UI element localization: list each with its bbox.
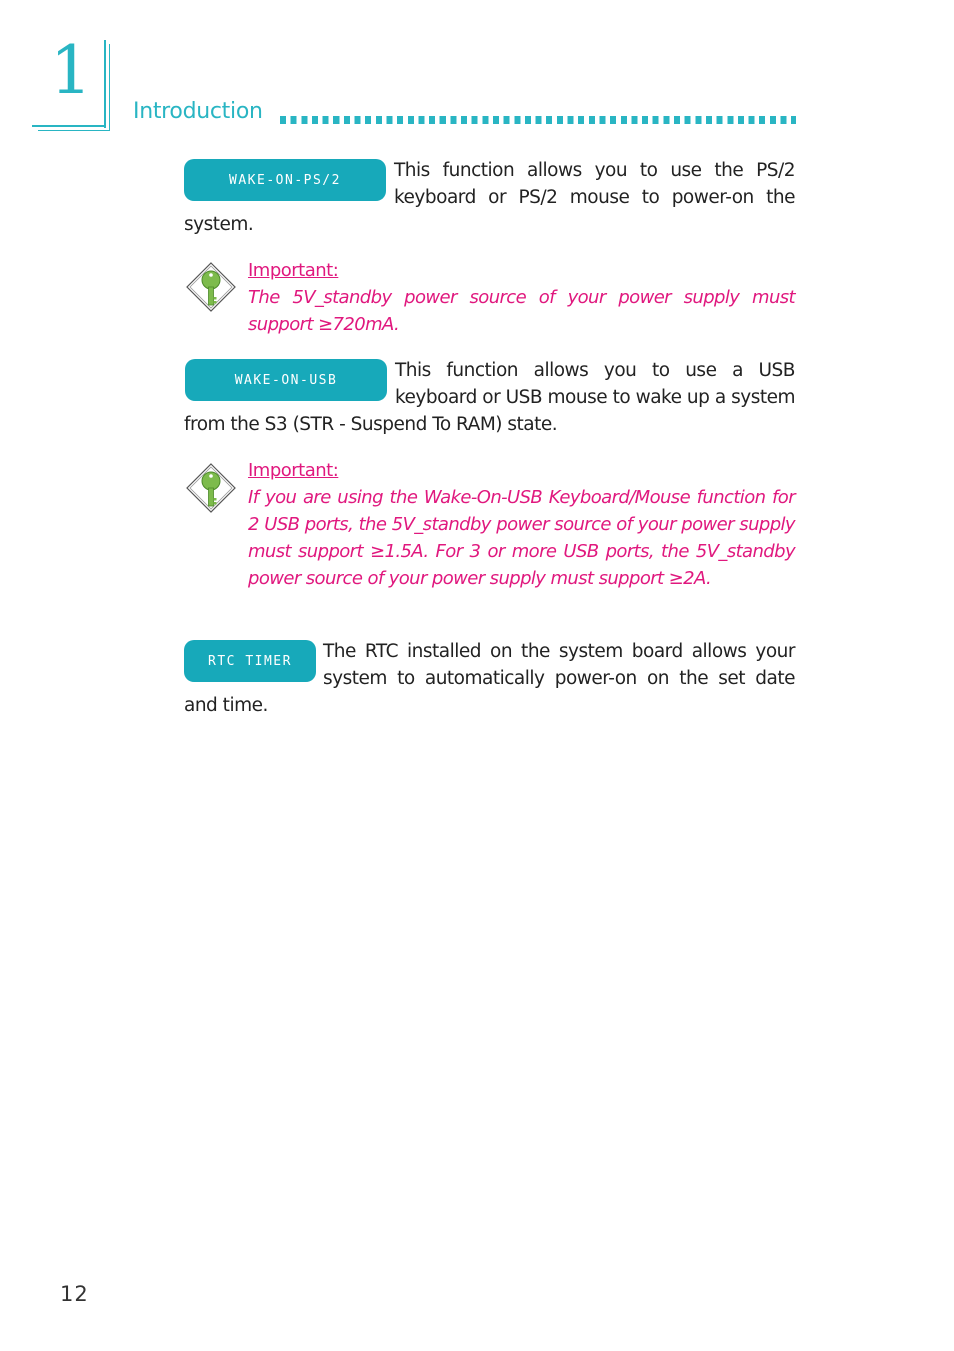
- feature-description: This function allows you to use the PS/2 keyboard or PS/2 mouse to power-on the system.: [184, 160, 795, 235]
- note-heading: Important:: [248, 460, 339, 481]
- feature-wake-on-usb: [184, 357, 795, 438]
- feature-label-badge: [184, 159, 386, 201]
- key-icon: [184, 260, 238, 314]
- dotted-rule: [280, 116, 796, 124]
- chapter-number: 1: [50, 32, 92, 109]
- page-number: 12: [60, 1282, 89, 1306]
- chapter-frame-line: [109, 44, 110, 130]
- feature-label-badge: [184, 640, 316, 682]
- feature-label: WAKE-ON-PS/2: [229, 172, 341, 188]
- chapter-frame-line: [38, 130, 110, 131]
- chapter-frame-line: [32, 125, 106, 127]
- feature-label: WAKE-ON-USB: [234, 372, 338, 388]
- feature-wake-on-ps2: [184, 157, 795, 238]
- feature-description: This function allows you to use a USB keyboard or USB mouse to wake up a system from the S3 (STR - Suspend To RAM) state.: [184, 360, 795, 435]
- chapter-frame-line: [104, 40, 106, 128]
- feature-rtc-timer: [184, 638, 795, 719]
- section-title: Introduction: [133, 99, 263, 124]
- important-note: [248, 457, 795, 592]
- key-icon: [184, 461, 238, 515]
- note-text: The 5V_standby power source of your power supply must support ≥720mA.: [248, 287, 795, 335]
- note-text: If you are using the Wake-On-USB Keyboard/Mouse function for 2 USB ports, the 5V_standby power source of your power supply must support ≥1.5A. For 3 or more USB ports, the 5V_standby power source of your power supply must support ≥2A.: [248, 487, 795, 589]
- note-heading: Important:: [248, 260, 339, 281]
- important-note: [248, 257, 795, 338]
- feature-description: The RTC installed on the system board allows your system to automatically power-on on the set date and time.: [184, 641, 795, 716]
- feature-label-badge: [185, 359, 387, 401]
- feature-label: RTC TIMER: [208, 653, 292, 669]
